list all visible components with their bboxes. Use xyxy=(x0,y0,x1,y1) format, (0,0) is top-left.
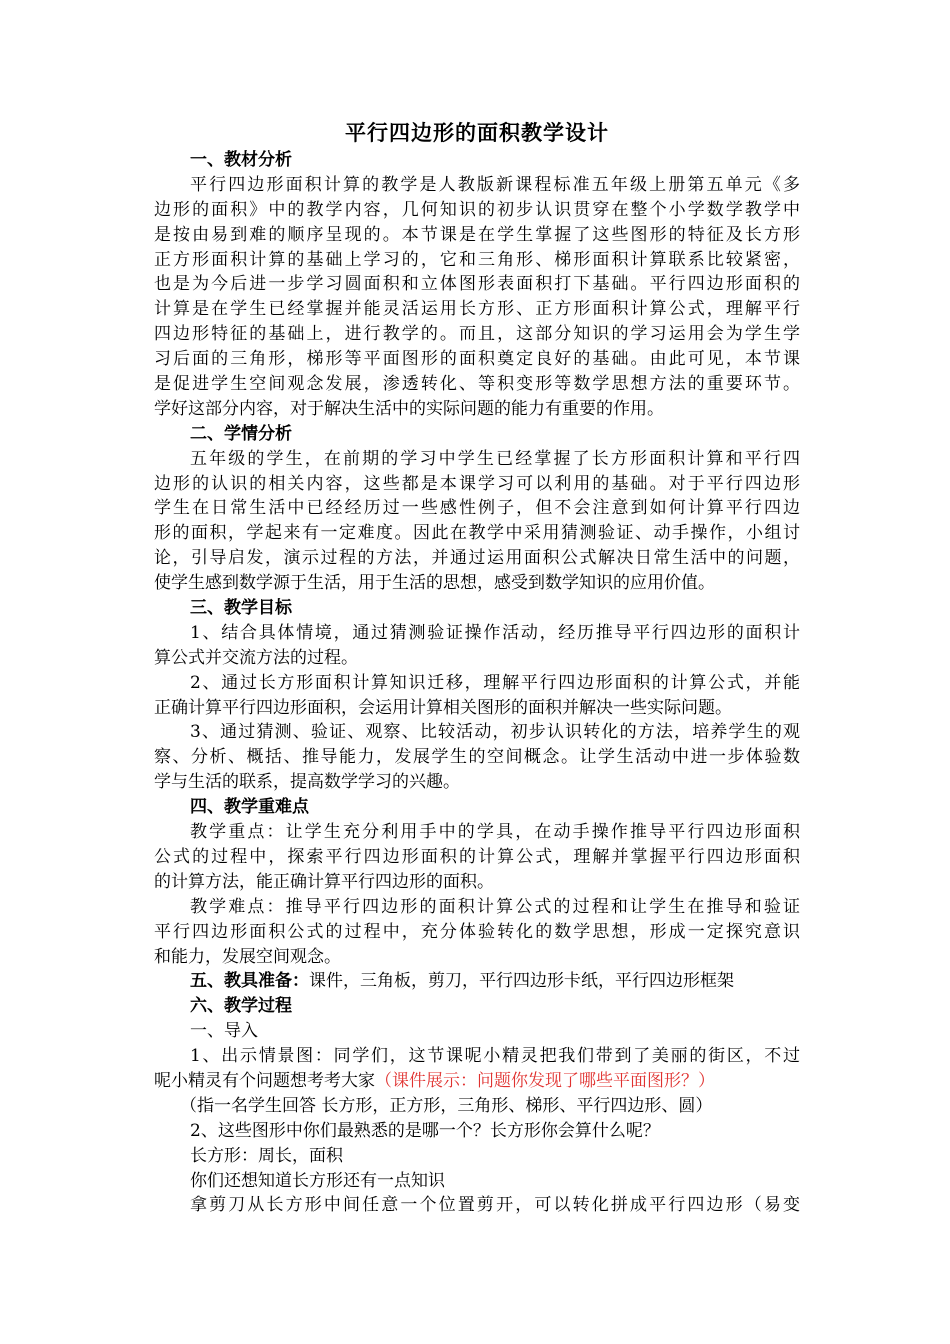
section-heading-student-analysis: 二、学情分析 xyxy=(190,423,292,444)
section-heading-teaching-tools: 五、教具准备： xyxy=(190,971,309,992)
paragraph-text: 呢小精灵有个问题想考考大家 xyxy=(154,1070,375,1091)
paragraph-line: 四边形特征的基础上，进行教学的。而且，这部分知识的学习运用会为学生学 xyxy=(154,324,800,345)
paragraph-line: 一、导入 xyxy=(190,1021,258,1042)
paragraph-line: 1、出示情景图：同学们，这节课呢小精灵把我们带到了美丽的街区，不过 xyxy=(190,1046,800,1067)
section-heading-textbook-analysis: 一、教材分析 xyxy=(190,150,292,170)
paragraph-line: 学生在日常生活中已经经历过一些感性例子，但不会注意到如何计算平行四边 xyxy=(154,498,800,519)
document-title: 平行四边形的面积教学设计 xyxy=(345,121,609,145)
teaching-tools-line xyxy=(154,969,800,994)
paragraph-line: 正确计算平行四边形面积，会运用计算相关图形的面积并解决一些实际问题。 xyxy=(154,697,732,718)
paragraph-line: 使学生感到数学源于生活，用于生活的思想，感受到数学知识的应用价值。 xyxy=(154,573,715,594)
paragraph-line: 也是为今后进一步学习圆面积和立体图形表面积打下基础。平行四边形面积的 xyxy=(154,274,800,295)
paragraph-line: 2、通过长方形面积计算知识迁移，理解平行四边形面积的计算公式，并能 xyxy=(190,672,800,693)
paragraph-line: 公式的过程中，探索平行四边形面积的计算公式，理解并掌握平行四边形面积 xyxy=(154,846,800,867)
paragraph-line: 拿剪刀从长方形中间任意一个位置剪开，可以转化拼成平行四边形（易变 xyxy=(190,1195,800,1216)
document-page xyxy=(154,118,800,1218)
paragraph-line: 是按由易到难的顺序呈现的。本节课是在学生掌握了这些图形的特征及长方形 xyxy=(154,224,800,245)
paragraph-line: 的计算方法，能正确计算平行四边形的面积。 xyxy=(154,871,494,892)
courseware-note: （课件展示：问题你发现了哪些平面图形？） xyxy=(375,1070,715,1091)
paragraph-line: 和能力，发展空间观念。 xyxy=(154,946,341,967)
section-heading-key-points: 四、教学重难点 xyxy=(190,797,309,818)
paragraph-line: 长方形：周长，面积 xyxy=(190,1145,343,1166)
paragraph-line: 平行四边形面积计算的教学是人教版新课程标准五年级上册第五单元《多 xyxy=(190,174,800,195)
paragraph-line: 五年级的学生，在前期的学习中学生已经掌握了长方形面积计算和平行四 xyxy=(190,448,800,469)
section-heading-teaching-process: 六、教学过程 xyxy=(190,996,292,1017)
paragraph-line: 计算是在学生已经掌握并能灵活运用长方形、正方形面积计算公式，理解平行 xyxy=(154,299,800,320)
paragraph-line: 2、这些图形中你们最熟悉的是哪一个？长方形你会算什么呢？ xyxy=(190,1120,660,1141)
paragraph-line: 边形的面积》中的教学内容，几何知识的初步认识贯穿在整个小学数学教学中 xyxy=(154,199,800,220)
paragraph-line: 你们还想知道长方形还有一点知识 xyxy=(190,1170,445,1191)
paragraph-line: （指一名学生回答 长方形，正方形，三角形、梯形、平行四边形、圆） xyxy=(180,1095,713,1116)
teaching-tools-text: 课件，三角板，剪刀，平行四边形卡纸，平行四边形框架 xyxy=(309,971,734,992)
paragraph-line: 3、通过猜测、验证、观察、比较活动，初步认识转化的方法，培养学生的观 xyxy=(190,722,800,743)
paragraph-line: 1、结合具体情境，通过猜测验证操作活动，经历推导平行四边形的面积计 xyxy=(190,622,800,643)
paragraph-line: 学好这部分内容，对于解决生活中的实际问题的能力有重要的作用。 xyxy=(154,398,664,419)
paragraph-line: 算公式并交流方法的过程。 xyxy=(154,647,358,668)
paragraph-line: 正方形面积计算的基础上学习的，它和三角形、梯形面积计算联系比较紧密， xyxy=(154,249,800,270)
paragraph-line: 教学难点：推导平行四边形的面积计算公式的过程和让学生在推导和验证 xyxy=(190,896,800,917)
paragraph-line: 察、分析、概括、推导能力，发展学生的空间概念。让学生活动中进一步体验数 xyxy=(154,747,800,768)
paragraph-line: 平行四边形面积公式的过程中，充分体验转化的数学思想，形成一定探究意识 xyxy=(154,921,800,942)
paragraph-line: 教学重点：让学生充分利用手中的学具，在动手操作推导平行四边形面积 xyxy=(190,822,800,843)
paragraph-line: 学与生活的联系，提高数学学习的兴趣。 xyxy=(154,772,460,793)
paragraph-line: 论，引导启发，演示过程的方法，并通过运用面积公式解决日常生活中的问题， xyxy=(154,548,800,569)
paragraph-line: 习后面的三角形，梯形等平面图形的面积奠定良好的基础。由此可见，本节课 xyxy=(154,349,800,370)
paragraph-line: 边形的认识的相关内容，这些都是本课学习可以利用的基础。对于平行四边形 xyxy=(154,473,800,494)
paragraph-line: 形的面积，学起来有一定难度。因此在教学中采用猜测验证、动手操作，小组讨 xyxy=(154,523,800,544)
section-heading-teaching-goals: 三、教学目标 xyxy=(190,598,292,619)
paragraph-line: 是促进学生空间观念发展，渗透转化、等积变形等数学思想方法的重要环节。 xyxy=(154,374,800,395)
paragraph-line xyxy=(154,1069,800,1094)
